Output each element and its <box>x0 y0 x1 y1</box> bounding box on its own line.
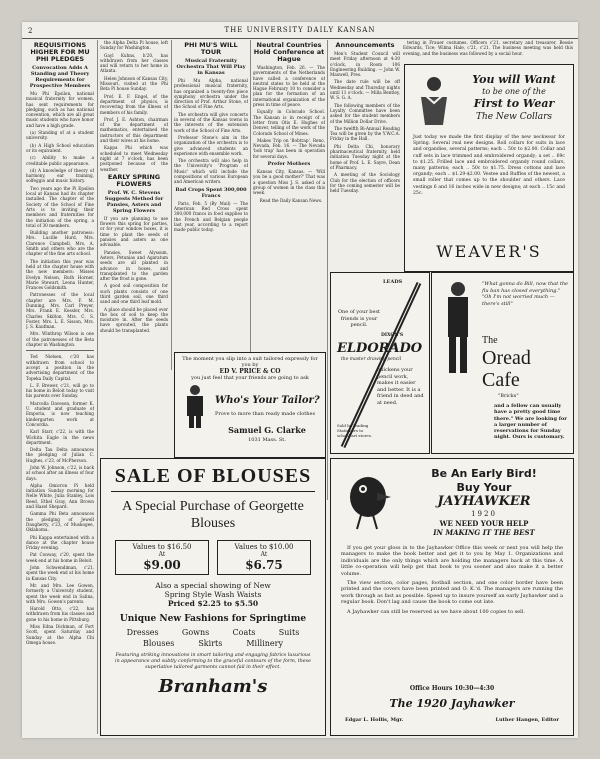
weavers-headline: You will Want <box>472 73 556 86</box>
blouses-headline: A Special Purchase of Georgette Blouses <box>122 499 304 531</box>
society-note: Prof. J. E. Ashton, chairman of the department of mathematics, entertained the instructors of this department and their wives at his home. <box>100 116 168 144</box>
announcement: Men's Student Council will meet Friday afternoon at 4:30 o'clock, in Room 106 Engineering Building. — John W. Maxwell, Pres. <box>330 51 400 78</box>
fashion-item: Dresses <box>126 628 159 637</box>
headline-prefer-mothers: Prefer Mothers <box>267 161 311 168</box>
jayhawker-paragraph: The view section, color pages, football section, and one color border have been printed and the covers have been printed and O. K.'d. The managers are running the work through as fast as possible. Speed up to insure yourself an early Jayhawker and a regular book. Don't lag and cause the book to come out late. <box>341 580 563 606</box>
fashions-heading: Unique New Fashions for Springtime <box>119 614 307 624</box>
society-note: Harold Otto, c'22, has withdrawn from his classes and gone to his home in Pittsburg. <box>26 606 94 622</box>
article-paragraph: Makes Trip on 'Bobtrap'. Reno, Nevada, Feb. 16. — The Nevada 'bob trap' has been in operation for several days. <box>253 137 325 159</box>
eldorado-text: One of your best friends is your pencil. <box>337 309 381 328</box>
weavers-headline: The New Collars <box>475 112 553 122</box>
column-divider <box>327 40 328 500</box>
oread-name-the: The <box>482 335 498 346</box>
society-note: Ted Nielsen, c'20 has withdrawn from school to accept a position in the advertising department of the Topeka Daily Capital. <box>26 354 94 381</box>
column-divider <box>171 40 172 370</box>
price-value: $6.75 <box>245 558 283 572</box>
jayhawker-ad <box>330 458 574 736</box>
column-divider <box>97 40 98 734</box>
article-paragraph: (d) A knowledge of theory of harmony, ear training, solfeggio and music history. <box>26 167 94 184</box>
weavers-store-name: WEAVER'S <box>436 242 542 261</box>
price-value: $9.00 <box>143 558 181 572</box>
subhead-mu-phi: Convocation Adds A Standing and Theory Requirements for Prospective Members <box>29 65 91 89</box>
price-box-a <box>115 540 209 575</box>
jayhawker-headline: JAYHAWKER <box>437 494 531 509</box>
jayhawker-headline: Buy Your <box>456 481 512 494</box>
page-number: 2 <box>28 27 34 35</box>
eldorado-leads: LEADS <box>383 279 403 285</box>
blouses-banner: SALE OF BLOUSES <box>114 465 312 487</box>
article-paragraph: A place should be placed over the box of soil to keep the moisture in. After the seeds have sprouted, the plants should be transplanted. <box>100 306 168 333</box>
article-paragraph: (c) Ability to make a creditable public appearance. <box>26 155 94 166</box>
branhams-logo: Branham's <box>158 676 268 697</box>
fashion-item: Skirts <box>198 639 223 648</box>
tailor-ad-text: Prove to more than ready made clothes <box>215 411 316 417</box>
banner-rule <box>111 491 315 492</box>
fashion-item: Gowns <box>181 628 210 637</box>
price-box-b <box>217 540 311 575</box>
cafe-figure-icon <box>438 279 478 375</box>
society-note: Gamma Phi Beta announces the pledging of Jewell Daugherty, c'23, of Muskogee, Oklahoma. <box>26 511 94 533</box>
article-paragraph: the Alpha Delta Pi house, left Sunday for Washington. <box>100 40 168 51</box>
tailor-brand: ED V. PRICE & CO <box>219 368 281 375</box>
society-note: L. F. Brewer, c'21, will go to his home in Beloit today to visit his parents over Sunday. <box>26 382 94 399</box>
tailor-ad <box>174 352 326 458</box>
price-label: Values to $16.50 <box>132 543 192 551</box>
jayhawker-headline: Be An Early Bird! <box>431 467 537 480</box>
blouses-ad <box>100 458 326 736</box>
eldorado-tagline: the master drawing pencil <box>341 357 402 362</box>
jayhawker-headline: WE NEED YOUR HELP <box>439 519 529 528</box>
subhead-spring-flowers: Prof. W. C. Stevens Suggests Method for Pansies, Asters and Spring Flowers <box>104 189 164 214</box>
oread-name: Cafe <box>482 369 520 391</box>
jayhawker-headline: IN MAKING IT THE BEST <box>433 528 535 537</box>
fashion-item: Blouses <box>142 639 175 648</box>
jayhawker-signoff: The 1920 Jayhawker <box>389 697 515 710</box>
masthead <box>22 26 578 39</box>
article-paragraph: Kansas City, Kansas. — 'Will you be a good mother?' That was a question Miss J. S. asked of a group of women in the class this week. <box>253 169 325 196</box>
jayhawker-body <box>341 545 563 618</box>
society-note: Marcella Daveson, former K. U. student and graduate of Emporia, is now teaching kindergarten work at Concordia. <box>26 400 94 427</box>
society-note: Gayl Kuhns, h'20, has withdrawn from her classes and will return to her home in Atlanta. <box>100 52 168 74</box>
announcement: The following members of the Loyalty Committee have been asked for the student members of the Million Dollar Drive. <box>330 102 400 124</box>
eldorado-text: quickens your pencil work, makes it easier and better. It is a friend in deed and at need. <box>377 367 424 406</box>
headline-mu-phi: REQUISITIONS HIGHER FOR MU PHI PLEDGES <box>30 41 90 63</box>
oread-cafe-ad <box>431 272 574 454</box>
column-4 <box>253 40 325 345</box>
oread-tag: "Bricks" <box>498 393 519 399</box>
tailor-merchant: Samuel G. Clarke <box>228 425 306 435</box>
article-paragraph: A good soil composition for such plants consists of one third garden soil, one third sand and one third leaf mold. <box>100 283 168 305</box>
column-5 <box>330 40 400 266</box>
blouses-fine-print: Featuring striking innovations in smart tailoring and engaging fabrics luxurious in appearance and subtly conforming to the graceful contours of the form, these superlative tailored garments cannot fail in their effect. <box>115 653 311 670</box>
headline-spring-flowers: EARLY SPRING FLOWERS <box>107 172 161 188</box>
article-paragraph: If you are planning to use flowers this spring for parties, or for your window boxes, it is time to plant the seeds of pansies and asters as one advisable. <box>100 215 168 248</box>
weavers-headline: to be one of the <box>482 87 546 96</box>
article-paragraph: Mrs. Winthrop Wilson is one of the patronesses of the Beta chapter in Washington. <box>26 331 94 348</box>
society-note: John Schwendiman, c'21, spent the week end at his home in Kansas City. <box>26 565 94 581</box>
jayhawker-editor: Luther Hangen, Editor <box>495 717 559 723</box>
article-paragraph: The initiation this year was held at the chapter house with the new members: Misses Evelyn Nelson, Ruth Horner, Marie Stewart, Leona Hunter, Frances Goldsmith. <box>26 258 94 291</box>
article-paragraph: tering in Frauer costumes. Officers c'21, secretary and treasurer, Bessie Edwards, Tice; Wilma Hale, c'21, c'21. The business meeting was held this evening, and the business was followed by a social hour. <box>403 40 573 56</box>
article-paragraph: (b) A High School education or its equivalent. <box>26 142 94 153</box>
society-note: Alpha Omicron Pi held initiation Sunday morning for Nelle White, Julia Stanley, Lois Reed, Ethel Gray, Ann Brown and Hazel Shepard. <box>26 482 94 510</box>
collar-figure-icon <box>415 75 453 127</box>
society-note: Prof. E. F. Engel, of the department of physics, is recovering from the illness of members of his family. <box>100 93 168 115</box>
tailor-slogan: Who's Your Tailor? <box>215 395 320 406</box>
eldorado-maker: DIXON'S <box>381 333 404 338</box>
price-label: Values to $10.00 <box>234 543 294 551</box>
article-paragraph: Mu Phi Epsilon, national musical fraternity for women, has sent requirements for pledging, such as has national convention, which are all great music students who have honor and have a high grade. <box>26 91 94 128</box>
jayhawk-bird-icon <box>343 469 393 531</box>
article-paragraph: Two years ago the Pi Epsilon local at Kansas had its chapter installed. The chapter of the Society of the School of Fine Arts is to inviting their members and fraternities for the initiation of the spring, a total of 30 members. <box>26 185 94 228</box>
price-at: At <box>260 551 268 558</box>
blouses-line: Priced $2.25 to $5.50 <box>167 599 259 608</box>
society-note: Delta Tau Delta announces the pledging of Julian C. Hughes, c'23, of McPherson. <box>26 447 94 463</box>
article-paragraph: Equally in Colorado School. The Kansan is in receipt of a letter from Otis E. Hughes of Denver, telling of the work of the Colorado School of Mines. <box>253 109 325 136</box>
article-paragraph: Professor Stone's aim in the organization of the orchestra is to give advanced students an experience with ensemble work. <box>174 134 248 156</box>
tailor-address: 1031 Mass. St. <box>248 437 286 443</box>
jayhawker-year: 1920 <box>471 510 497 518</box>
tailor-figure-icon <box>181 383 209 429</box>
blouses-line: Spring Style Wash Waists <box>164 590 262 599</box>
society-note: Kappa Phi which was scheduled to meet Wednesday night at 7 o'clock, has been postponed because of the weather. <box>100 145 168 172</box>
column-rule <box>26 350 94 351</box>
oread-name: Oread <box>482 347 531 369</box>
society-note: Karl Starr, c'22, is with the Wichita Eagle in the news department. <box>26 429 94 445</box>
article-paragraph: The orchestra will also help in the University's 'Program of Music' which will include the compositions of various European and American writers. <box>174 158 248 185</box>
announcement: The twelfth Bi-Annual Reading Tea will be given by the Y.W.C.A. Friday in the Hall. <box>330 125 400 142</box>
jayhawker-office-hours: Office Hours 10:30—4:30 <box>409 685 495 692</box>
fashion-items-row-1 <box>115 628 311 637</box>
society-note: Pat Conway, c'20, spent the week end at his home in Beloit. <box>26 552 94 563</box>
fashion-item: Coats <box>232 628 256 637</box>
tailor-ad-text: The moment you slip into a suit tailored expressly for you by <box>182 356 318 368</box>
announcement: A meeting of the Sociology Club for the election of officers for the coming semester will be held Tuesday. <box>330 172 400 194</box>
article-paragraph: Building another patroness: Mrs. Lucille Hurd, Mrs. Clarence Campbell, Mrs. A. Smith and others who are the chapter of the fine arts school. <box>26 230 94 257</box>
jayhawker-manager: Edgar L. Hollis, Mgr. <box>345 717 404 723</box>
article-paragraph: Patronesses of the local chapter are Mrs. F. M. Dunning, Mrs. Carl Preyer, Mrs. Frank E. Kessler, Mrs. Charles Skilton, Mrs. C. S. Foster, Mrs. L. E. Sisson, Mrs. J. S. Kaufman. <box>26 292 94 330</box>
society-note: John W. Johnson, c'22, is back at school after an illness of four days. <box>26 465 94 481</box>
jayhawker-paragraph: If you get your gloss in to the Jayhawker Office this week or next you will help the managers to make the book better and get it to you by May 1. Organizations and individuals are the only things which are holding the managers back at this time. A little co-operation will help get that book to you sooner and also make it a better volume. <box>341 545 563 577</box>
article-paragraph: The orchestra will give concerts in several of the Kansas towns in the interests of the extension work of the School of Fine Arts. <box>174 111 248 133</box>
column-1 <box>26 40 94 734</box>
column-3 <box>174 40 248 370</box>
subhead-phi-mu: Musical Fraternity Orchestra That Will Play in Kansas <box>176 58 246 76</box>
newspaper-page <box>22 22 578 738</box>
society-note: Miss Edna Dickman, of Fort Scott, spent Saturday and Sunday at the Alpha Chi Omega house. <box>26 624 94 645</box>
eldorado-ad <box>330 272 430 454</box>
announcement: Phi Delta Chi, honorary pharmaceutical fraternity, held initiation Tuesday night at the home of Prof. L. E. Sayre, Dean of Pharmacy. <box>330 143 400 170</box>
article-paragraph: Phi Mu Alpha, national professional musical fraternity, has organized a twenty-five piece symphony orchestra under the direction of Prof. Arthur Stone, of the School of Fine Arts. <box>174 78 248 110</box>
article-paragraph: Pansies, Sweet Alyssum, Asters, Petunias and Agaratum seeds are all planted in advance in boxes, and transplanted to the garden after the frost is gone. <box>100 249 168 282</box>
column-2 <box>100 40 168 390</box>
headline-neutral-countries: Neutral Countries Hold Conference at Hague <box>253 41 325 63</box>
newspaper-title: THE UNIVERSITY DAILY KANSAN <box>224 26 376 34</box>
weavers-body: Just today we made the first display of the new neckwear for Spring. Several real new designs. Roll collars for suits in lace and organdies, several patterns; each .. 50c to $2.00. Collar and cuff sets in lace trimmed and embroidered organdy; a set .. 69c to $1.25. Frilled lace and embroidered organdy round collars, many patterns; each .. 50c to $1.75. Dress cottons and lace organdy; each .. $1.29-$2.00. Vestee and Ruffles of the newest, a small roller that comes up to the shoulder and others. Lace vestings 6 and 16 inches wide in new designs; at each .. 15c and 25c. <box>413 135 565 196</box>
eldorado-text: Sold by leading Stationers to school art stores. <box>337 423 373 438</box>
weavers-headline: First to Wear <box>473 97 555 110</box>
article-paragraph: Washington, Feb. 26. — The governments of the Netherlands have called a conference of neutral states to be held at the Hague February 10 to consider a plan for the formation of an international organization of the press in time of peace. <box>253 65 325 108</box>
society-note: Phi Kappa entertained with a dance at the chapter house Friday evening. <box>26 534 94 551</box>
fashion-item: Millinery <box>246 639 283 648</box>
society-note: Helen Johnson of Kansas City, Missouri, visited at the Phi Beta Pi house Sunday. <box>100 75 168 92</box>
article-end-note: Read the Daily Kansan News. <box>259 197 323 203</box>
headline-phi-mu: PHI MU'S WILL TOUR <box>184 41 238 56</box>
society-note: Mr. and Mrs. Lee Gowen, formerly a University student, spent the week end in Salina, with Mrs. Gowen's parents. <box>26 582 94 604</box>
headline-announcements: Announcements <box>335 41 395 49</box>
oread-body: and a fellow can usually have a pretty good time there." We are looking for a larger number of reservations for Sunday night. Ours is customary. <box>494 403 567 441</box>
announcement: The date rule will be off Wednesday and Thursday nights until 11 o'clock. — Milla Bentley, W. S. G. A. <box>330 79 400 101</box>
fashion-items-row-2 <box>131 639 295 648</box>
oread-quote: "What gonna do Bill, now that the flu ban has closed everything." "Oh I'm not worried much — there's still" <box>482 281 569 307</box>
weavers-ad <box>404 64 574 272</box>
price-at: At <box>158 551 166 558</box>
blouses-line: Also a special showing of New <box>155 581 271 590</box>
article-paragraph: (a) Standing of at a student university. <box>26 130 94 141</box>
eldorado-brand: ELDORADO <box>337 341 423 356</box>
tailor-ad-text: you just feel that your friends are going to ask <box>191 375 309 381</box>
price-boxes <box>111 540 315 575</box>
jayhawker-paragraph: A Jayhawker can still be reserved as we have about 100 copies to sell. <box>347 608 525 615</box>
column-divider <box>250 40 251 360</box>
fashion-item: Suits <box>278 628 300 637</box>
headline-bad-crops: Bad Crops Spent 300,000 Francs <box>175 186 247 199</box>
article-paragraph: Paris, Feb. 5 (By Mail) — The American Red Cross spent 300,000 francs in food supplies to the French and Belgian people last year, according to a report made public today. <box>174 200 248 233</box>
